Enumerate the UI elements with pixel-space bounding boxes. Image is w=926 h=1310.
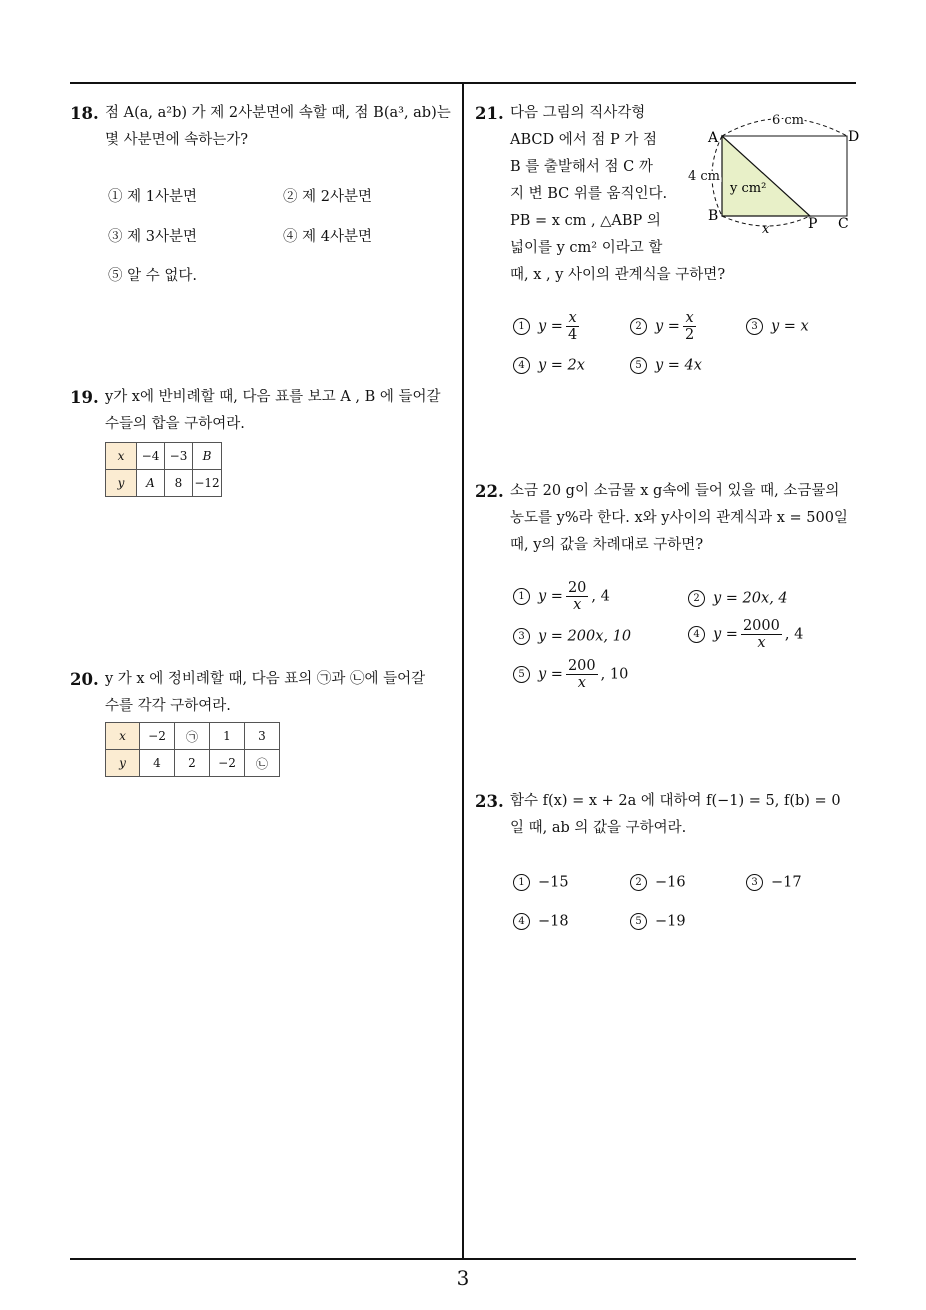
marker: 4 (513, 357, 530, 374)
table-cell: −2 (140, 723, 175, 750)
question-text-line: 다음 그림의 직사각형 (510, 105, 646, 121)
marker: 3 (746, 874, 763, 891)
table-cell: −3 (165, 443, 193, 470)
fraction (741, 618, 782, 651)
table-cell: ㉠ (175, 723, 210, 750)
choice-5[interactable] (108, 264, 197, 285)
choice-tail: , 4 (591, 588, 610, 605)
choice-2[interactable] (630, 874, 686, 891)
fraction (566, 658, 598, 691)
table-row (106, 750, 280, 777)
table-cell: 2 (175, 750, 210, 777)
table-cell: 1 (210, 723, 245, 750)
choice-2[interactable] (630, 310, 699, 343)
q22-choices (513, 580, 853, 700)
question-text-line: 수들의 합을 구하여라. (105, 416, 245, 432)
choice-tail: , 4 (784, 626, 804, 643)
choice-1[interactable] (108, 185, 197, 206)
table-row (106, 723, 280, 750)
choice-1[interactable] (513, 874, 569, 891)
choice-lhs: y = (538, 588, 563, 605)
table-cell: 3 (245, 723, 280, 750)
choice-lhs: y = (655, 318, 680, 335)
denominator: 2 (684, 327, 695, 343)
side-length-label: 4 cm (688, 169, 721, 184)
fraction (566, 580, 588, 613)
marker: 3 (513, 628, 530, 645)
q21-choices (513, 310, 853, 380)
choice-text: 제 4사분면 (302, 229, 372, 245)
choice-lhs: y = (538, 666, 563, 683)
choice-lhs: y = (538, 318, 563, 335)
table-header: y (106, 750, 140, 777)
question-text-line: 때, x , y 사이의 관계식을 구하면? (510, 267, 726, 283)
triangle-abp (722, 136, 810, 216)
numerator: 20 (567, 580, 587, 596)
table-cell: −2 (210, 750, 245, 777)
denominator: x (577, 675, 586, 691)
table-header: y (106, 470, 137, 497)
question-text-line: 농도를 y%라 한다. x와 y사이의 관계식과 x = 500일 (510, 510, 848, 526)
choice-3[interactable] (746, 874, 802, 891)
choice-text: 알 수 없다. (127, 268, 197, 284)
question-23 (475, 788, 861, 842)
choice-2[interactable] (688, 590, 788, 607)
marker: 1 (513, 874, 530, 891)
question-18 (70, 100, 460, 154)
choice-text: y = 200x, 10 (538, 628, 632, 645)
point-label-c: C (838, 216, 849, 232)
question-text-line: B 를 출발해서 점 C 까 (510, 159, 653, 175)
choice-text: 제 2사분면 (302, 189, 372, 205)
question-number: 23. (475, 792, 504, 811)
marker: 4 (513, 913, 530, 930)
numerator: x (683, 310, 696, 327)
table-cell: −12 (193, 470, 222, 497)
choice-1[interactable] (513, 310, 582, 343)
fraction (566, 310, 579, 343)
choice-5[interactable] (630, 357, 702, 374)
marker: 5 (513, 666, 530, 683)
point-label-b: B (708, 208, 719, 224)
table-header: x (106, 723, 140, 750)
q23-choices (513, 874, 853, 944)
choice-3[interactable] (746, 318, 809, 335)
question-text-line: ABCD 에서 점 P 가 점 (510, 132, 657, 148)
marker: ④ (283, 229, 298, 245)
denominator: x (573, 597, 582, 613)
question-text-line: 몇 사분면에 속하는가? (105, 132, 249, 148)
question-text-line: 함수 f(x) = x + 2a 에 대하여 f(−1) = 5, f(b) = 0 (510, 793, 841, 809)
column-divider (462, 83, 464, 1259)
point-label-a: A (708, 130, 719, 146)
choice-text: y = x (771, 318, 809, 335)
choice-1[interactable] (513, 580, 610, 613)
question-number: 19. (70, 388, 99, 407)
question-20 (70, 666, 460, 720)
marker: ③ (108, 229, 123, 245)
question-19 (70, 384, 460, 438)
question-text-line: y 가 x 에 정비례할 때, 다음 표의 ㉠과 ㉡에 들어갈 (105, 671, 426, 687)
question-text-line: 넓이를 y cm² 이라고 할 (510, 240, 663, 256)
question-text-line: PB = x cm , △ABP 의 (510, 213, 661, 229)
marker: ⑤ (108, 268, 123, 284)
bottom-length-label: x (762, 222, 770, 236)
table-cell: A (137, 470, 165, 497)
table-cell: ㉡ (245, 750, 280, 777)
top-length-label: 6 cm (772, 113, 805, 128)
choice-4[interactable] (283, 225, 372, 246)
question-text-line: 지 변 BC 위를 움직인다. (510, 186, 668, 202)
point-label-d: D (848, 129, 860, 145)
choice-lhs: y = (713, 626, 738, 643)
page-number: 3 (456, 1266, 470, 1290)
choice-text: −19 (655, 913, 686, 930)
choice-3[interactable] (513, 628, 631, 645)
question-number: 22. (475, 482, 504, 501)
marker: 2 (688, 590, 705, 607)
choice-5[interactable] (630, 913, 686, 930)
choice-4[interactable] (513, 357, 585, 374)
choice-text: 제 3사분면 (127, 229, 197, 245)
marker: 2 (630, 874, 647, 891)
marker: 1 (513, 318, 530, 335)
rectangle-figure (682, 106, 862, 236)
choice-2[interactable] (283, 185, 372, 206)
choice-text: −16 (655, 874, 686, 891)
table-row (106, 443, 222, 470)
bottom-rule (70, 1258, 856, 1260)
q20-value-table (105, 722, 280, 777)
choice-text: 제 1사분면 (127, 189, 197, 205)
question-text-line: 수를 각각 구하여라. (105, 698, 231, 714)
choice-3[interactable] (108, 225, 197, 246)
fraction (683, 310, 696, 343)
table-header: x (106, 443, 137, 470)
marker: 5 (630, 913, 647, 930)
area-label: y cm² (730, 181, 767, 196)
question-text-line: 소금 20 g이 소금물 x g속에 들어 있을 때, 소금물의 (510, 483, 840, 499)
choice-4[interactable] (513, 913, 569, 930)
question-text-line: y가 x에 반비례할 때, 다음 표를 보고 A , B 에 들어갈 (105, 389, 441, 405)
table-cell: 4 (140, 750, 175, 777)
table-cell: 8 (165, 470, 193, 497)
marker: ① (108, 189, 123, 205)
question-text-line: 점 A(a, a²b) 가 제 2사분면에 속할 때, 점 B(a³, ab)는 (105, 105, 451, 121)
choice-text: −15 (538, 874, 569, 891)
question-number: 21. (475, 104, 504, 123)
marker: 5 (630, 357, 647, 374)
question-number: 18. (70, 104, 99, 123)
table-row (106, 470, 222, 497)
choice-text: y = 20x, 4 (713, 590, 788, 607)
q18-choices (108, 185, 448, 295)
numerator: 200 (567, 658, 596, 674)
marker: 3 (746, 318, 763, 335)
question-number: 20. (70, 670, 99, 689)
choice-tail: , 10 (600, 666, 629, 683)
question-text-line: 때, y의 값을 차례대로 구하면? (510, 537, 704, 553)
point-label-p: P (808, 216, 818, 232)
question-text-line: 일 때, ab 의 값을 구하여라. (510, 820, 687, 836)
choice-text: −17 (771, 874, 802, 891)
question-21 (475, 100, 726, 289)
choice-4[interactable] (688, 618, 803, 651)
marker: 1 (513, 588, 530, 605)
table-cell: −4 (137, 443, 165, 470)
choice-text: y = 2x (538, 357, 585, 374)
numerator: x (566, 310, 579, 327)
choice-5[interactable] (513, 658, 628, 691)
denominator: 4 (567, 327, 578, 343)
choice-text: y = 4x (655, 357, 702, 374)
marker: 4 (688, 626, 705, 643)
table-cell: B (193, 443, 222, 470)
choice-text: −18 (538, 913, 569, 930)
q19-value-table (105, 442, 222, 497)
marker: 2 (630, 318, 647, 335)
question-22 (475, 478, 861, 559)
numerator: 2000 (742, 618, 780, 634)
marker: ② (283, 189, 298, 205)
denominator: x (757, 635, 766, 651)
